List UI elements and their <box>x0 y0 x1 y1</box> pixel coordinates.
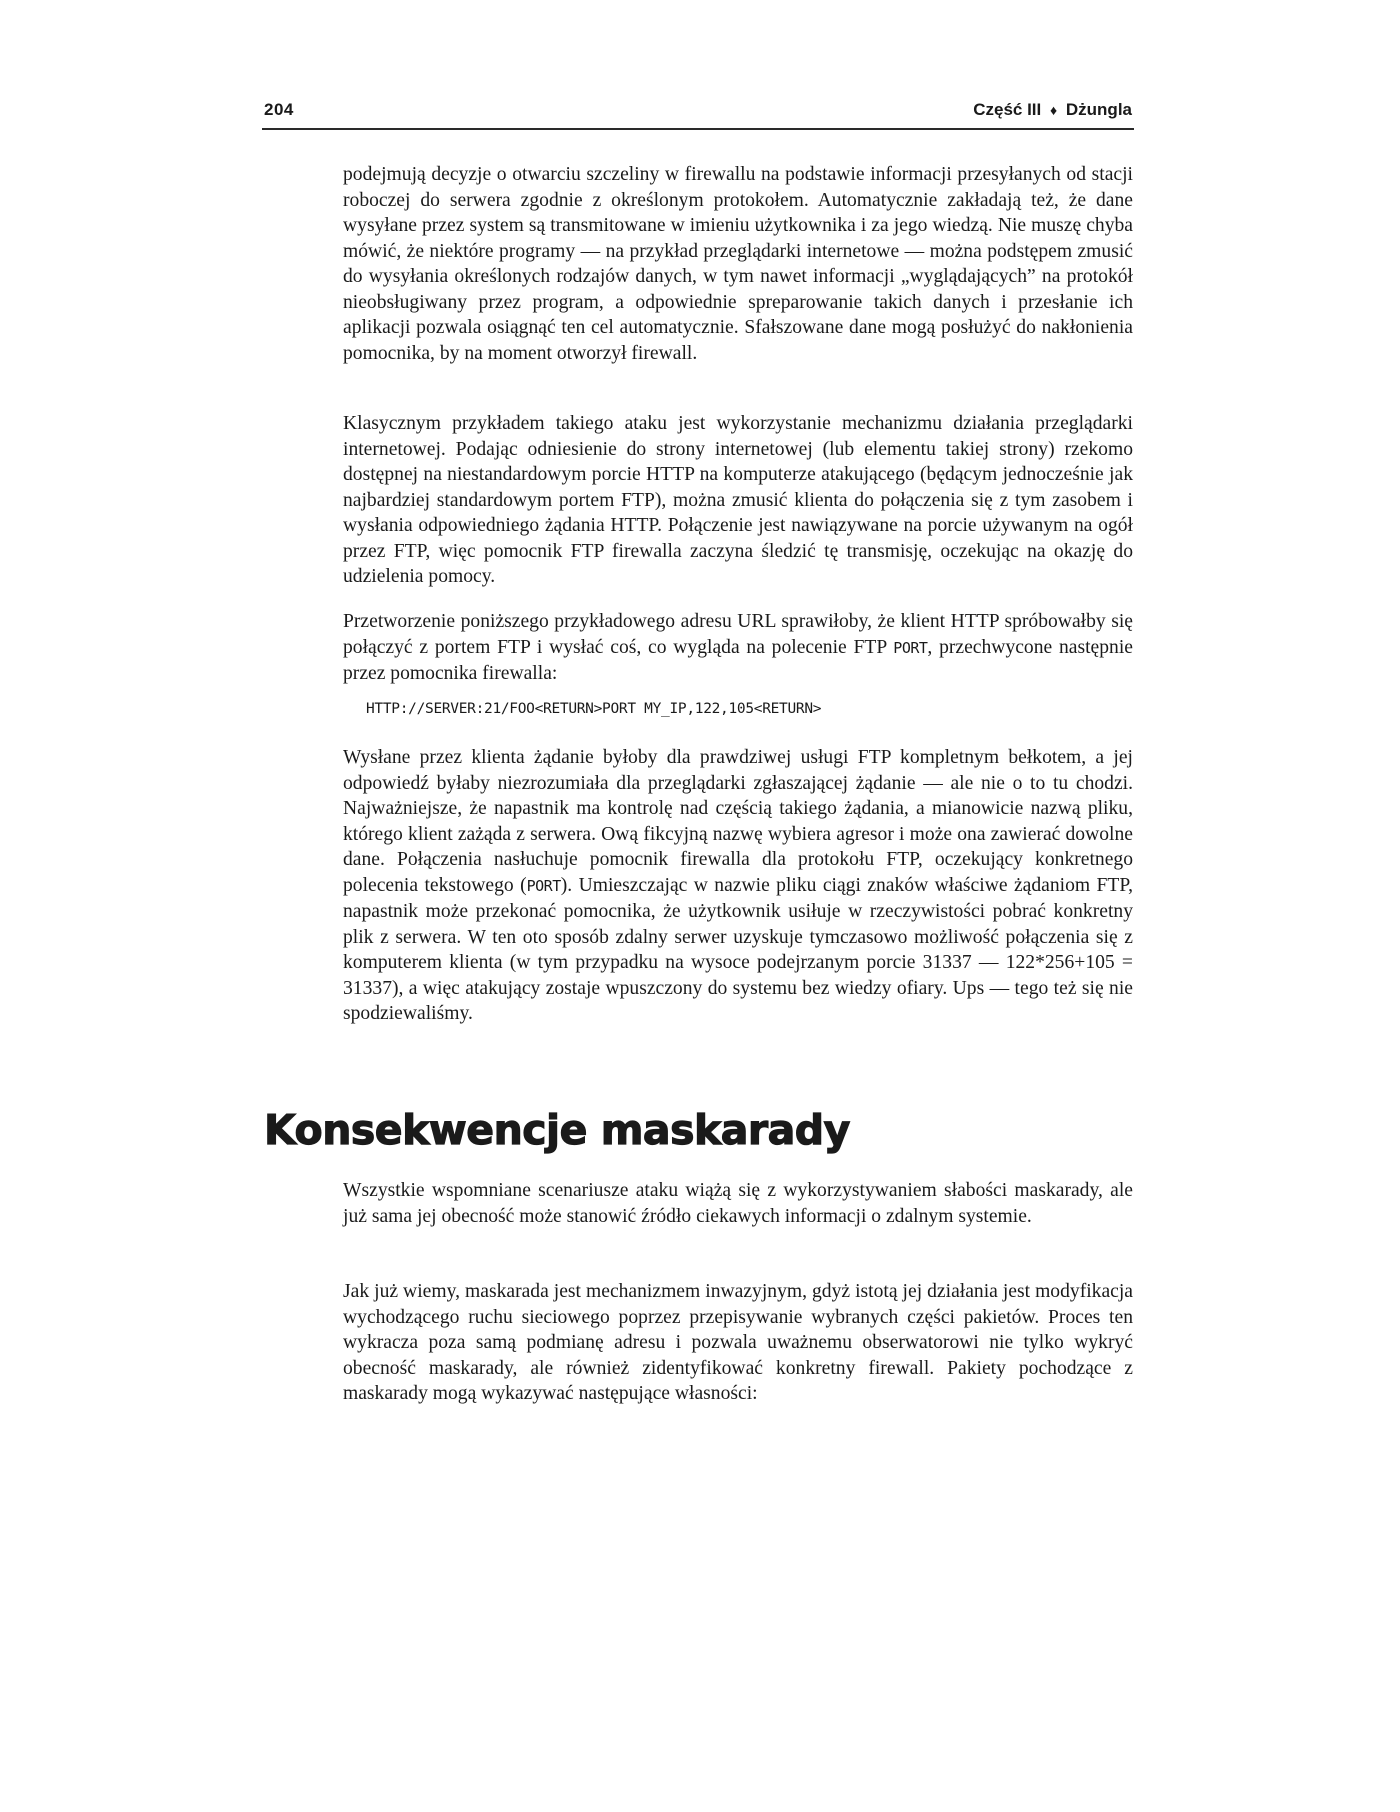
page-number: 204 <box>264 100 294 119</box>
chapter-label: Dżungla <box>1065 100 1132 119</box>
diamond-separator-icon: ♦ <box>1050 102 1058 118</box>
paragraph-4 <box>343 745 1133 1027</box>
paragraph-6-block <box>343 1279 1133 1407</box>
paragraph-5: Wszystkie wspomniane scenariusze ataku wiążą się z wykorzystywaniem słabości maskarady, ale już sama jej obecność może stanowić źródło ciekawych informacji o zdalnym systemie. <box>343 1180 1133 1227</box>
paragraph-6: Jak już wiemy, maskarada jest mechanizmem inwazyjnym, gdyż istotą jej działania jest modyfikacja wychodzącego ruchu sieciowego poprzez przepisywanie wybranych części pakietów. Proces ten wykracza poza samą podmianę adresu i pozwala uważnemu obserwatorowi nie tylko wykryć obecność maskarady, ale również zidentyfikować konkretny firewall. Pakiety pochodzące z maskarady mogą wykazywać następujące własności: <box>343 1281 1133 1404</box>
section-heading: Konsekwencje maskarady <box>264 1106 850 1154</box>
paragraph-1: podejmują decyzje o otwarciu szczeliny w firewallu na podstawie informacji przesyłanych od stacji roboczej do serwera zgodnie z określonym protokołem. Automatycznie zakładają też, że dane wysyłane przez system są transmitowane w imieniu użytkownika i za jego wiedzą. Nie muszę chyba mówić, że niektóre programy — na przykład przeglądarki internetowe — można podstępem zmusić do wysyłania określonych rodzajów danych, w tym nawet informacji „wyglądających” na protokół nieobsługiwany przez program, a odpowiednie spreparowanie takich danych i przesłanie ich aplikacji pozwala osiągnąć ten cel automatycznie. Sfałszowane dane mogą posłużyć do nakłonienia pomocnika, by na moment otworzył firewall. <box>343 164 1133 364</box>
inline-code-port: PORT <box>893 638 928 657</box>
paragraph-1-block <box>343 162 1133 366</box>
running-header <box>262 98 1134 130</box>
paragraph-3 <box>343 609 1133 687</box>
paragraph-3-text-start: Przetworzenie poniższego przykładowego adresu URL sprawiłoby, że klient HTTP spróbowałby się połączyć z portem FTP i wysłać coś, co wygląda na polecenie FTP <box>343 611 1133 658</box>
paragraph-2-block <box>343 411 1133 590</box>
paragraph-4-text-start: Wysłane przez klienta żądanie byłoby dla prawdziwej usługi FTP kompletnym bełkotem, a jej odpowiedź byłaby niezrozumiała dla przeglądarki zgłaszającej żądanie — ale nie o to tu chodzi. Najważniejsze, że napastnik ma kontrolę nad częścią takiego żądania, a mianowicie nazwą pliku, którego klient zażąda z serwera. Ową fikcyjną nazwę wybiera agresor i może ona zawierać dowolne dane. Połączenia nasłuchuje pomocnik firewalla dla protokołu FTP, oczekujący konkretnego polecenia tekstowego ( <box>343 747 1133 896</box>
paragraph-5-block <box>343 1178 1133 1229</box>
running-title <box>973 100 1132 120</box>
paragraph-4-text-end: ). Umieszczając w nazwie pliku ciągi znaków właściwe żądaniom FTP, napastnik może przekonać pomocnika, że użytkownik usiłuje w rzeczywistości pobrać konkretny plik z serwera. W ten oto sposób zdalny serwer uzyskuje tymczasowo możliwość połączenia się z komputerem klienta (w tym przypadku na wysoce podejrzanym porcie 31337 — 122*256+105 = 31337), a więc atakujący zostaje wpuszczony do systemu bez wiedzy ofiary. Ups — tego też się nie spodziewaliśmy. <box>343 874 1133 1024</box>
paragraph-2: Klasycznym przykładem takiego ataku jest wykorzystanie mechanizmu działania przeglądarki internetowej. Podając odniesienie do strony internetowej (lub elementu takiej strony) rzekomo dostępnej na niestandardowym porcie HTTP na komputerze atakującego (będącym jednocześnie jak najbardziej standardowym portem FTP), można zmusić klienta do połączenia się z tym zasobem i wysłania odpowiedniego żądania HTTP. Połączenie jest nawiązywane na porcie używanym na ogół przez FTP, więc pomocnik FTP firewalla zaczyna śledzić tę transmisję, oczekując na okazję do udzielenia pomocy. <box>343 413 1133 587</box>
paragraph-3-block <box>343 609 1133 687</box>
code-example: HTTP://SERVER:21/FOO<RETURN>PORT MY_IP,122,105<RETURN> <box>366 701 822 717</box>
paragraph-3-text-end: , przechwycone następnie przez pomocnika firewalla: <box>343 636 1133 684</box>
inline-code-port-2: PORT <box>526 876 561 895</box>
part-label: Część III <box>973 100 1042 119</box>
paragraph-4-block <box>343 745 1133 1027</box>
